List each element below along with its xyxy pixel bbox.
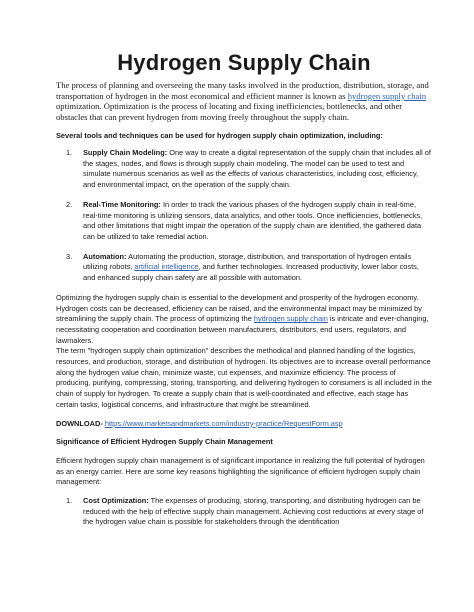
download-line xyxy=(56,419,432,430)
list-number: 1. xyxy=(66,496,73,506)
list-item-text xyxy=(83,496,432,528)
list-item-text xyxy=(83,200,432,243)
list-item-text xyxy=(83,148,432,191)
download-label: DOWNLOAD- xyxy=(56,418,103,428)
list-number: 2. xyxy=(66,199,73,209)
intro-text-end: optimization. Optimization is the process of locating and fixing inefficiencies, bottlenecks, and other obstacles that can prevent hydrogen from moving freely throughout the supply chain. xyxy=(56,101,403,122)
tools-heading: Several tools and techniques can be used for hydrogen supply chain optimization, including: xyxy=(56,131,383,141)
list-item-real-time-monitoring xyxy=(56,200,432,243)
hydrogen-supply-chain-link-2[interactable]: hydrogen supply chain xyxy=(253,314,328,324)
list-item-term: Real-Time Monitoring: xyxy=(83,199,161,209)
list-item-term: Supply Chain Modeling: xyxy=(83,148,168,158)
paragraph-text-start: Optimizing the hydrogen supply chain is essential to the development and prosperity of the hydrogen economy. Hydrogen costs can be decreased, efficiency can be raised, and the environmental impact may be minimized by streamlining the supply chain. The process of optimizing the xyxy=(56,292,422,324)
significance-heading: Significance of Efficient Hydrogen Supply Chain Management xyxy=(56,437,273,447)
list-item-description-end: , and further technologies. Increased productivity, lower labor costs, and enhanced supply chain safety are all possible with automation. xyxy=(83,262,419,283)
artificial-intelligence-link[interactable]: artificial intelligence xyxy=(134,262,199,272)
significance-paragraph: Efficient hydrogen supply chain management is of significant importance in realizing the full potential of hydrogen as an energy carrier. Here are some key reasons highlighting the significance of efficient hydrogen supply chain management: xyxy=(56,455,425,487)
optimization-paragraph xyxy=(56,293,432,347)
intro-text-start: The process of planning and overseeing the many tasks involved in the production, distribution, storage, and transportation of hydrogen in the most economical and efficient manner is known as xyxy=(56,80,429,101)
list-item-text xyxy=(83,252,432,284)
reasons-list xyxy=(56,496,432,528)
list-item-description-start: Automating the production, storage, distribution, and transportation of hydrogen entails utilizing robots, xyxy=(83,251,412,272)
paragraph-text-end: is intricate and ever-changing, necessitating cooperation and coordination between manufacturers, distributors, end users, regulators, and lawmakers. xyxy=(56,314,429,345)
list-item-description: The expenses of producing, storing, transporting, and distributing hydrogen can be reduced with the help of effective supply chain management. Achieving cost reductions at every stage of the hydrogen value chain is possible for stakeholders through the identification xyxy=(83,496,424,527)
list-item-supply-chain-modeling xyxy=(56,148,432,191)
list-item-description: In order to track the various phases of the hydrogen supply chain in real-time, real-time monitoring is utilizing sensors, data analytics, and other tools. Once inefficiencies, bottlenecks, and other limitations that might impair the operation of the supply chain are identified, the gathered data can be utilized to take remedial action. xyxy=(83,199,423,241)
list-number: 1. xyxy=(66,148,73,158)
definition-paragraph: The term "hydrogen supply chain optimization" describes the methodical and planned handling of the logistics, resources, and production, storage, and distribution of hydrogen. Its objectives are to increase overall performance along the hydrogen value chain, minimize waste, cut expenses, and maximize efficiency. The process of producing, purifying, compressing, storing, transporting, and delivering hydrogen to consumers is all included in the chain of supply for hydrogen. To create a supply chain that is well-coordinated and effective, each stage has certain tasks, logistical concerns, and infrastructure that might be streamlined. xyxy=(56,346,432,409)
list-item-description: One way to create a digital representation of the supply chain that includes all of the stages, nodes, and flows is through supply chain modeling. The model can be used to test and simulate numerous scenarios as well as the effects of various characteristics, including cost, efficiency, and environmental impact, on the operation of the supply chain. xyxy=(83,148,431,190)
list-item-automation xyxy=(56,252,432,284)
page-title: Hydrogen Supply Chain xyxy=(117,50,371,75)
list-number: 3. xyxy=(66,251,73,261)
list-item-term: Cost Optimization: xyxy=(83,496,149,506)
list-item-cost-optimization xyxy=(56,496,432,528)
intro-paragraph xyxy=(56,80,432,122)
tools-list xyxy=(56,148,432,284)
download-link[interactable]: https://www.marketsandmarkets.com/industry-practice/RequestForm.asp xyxy=(104,418,343,428)
hydrogen-supply-chain-link[interactable]: hydrogen supply chain xyxy=(347,90,427,101)
list-item-term: Automation: xyxy=(83,251,127,261)
